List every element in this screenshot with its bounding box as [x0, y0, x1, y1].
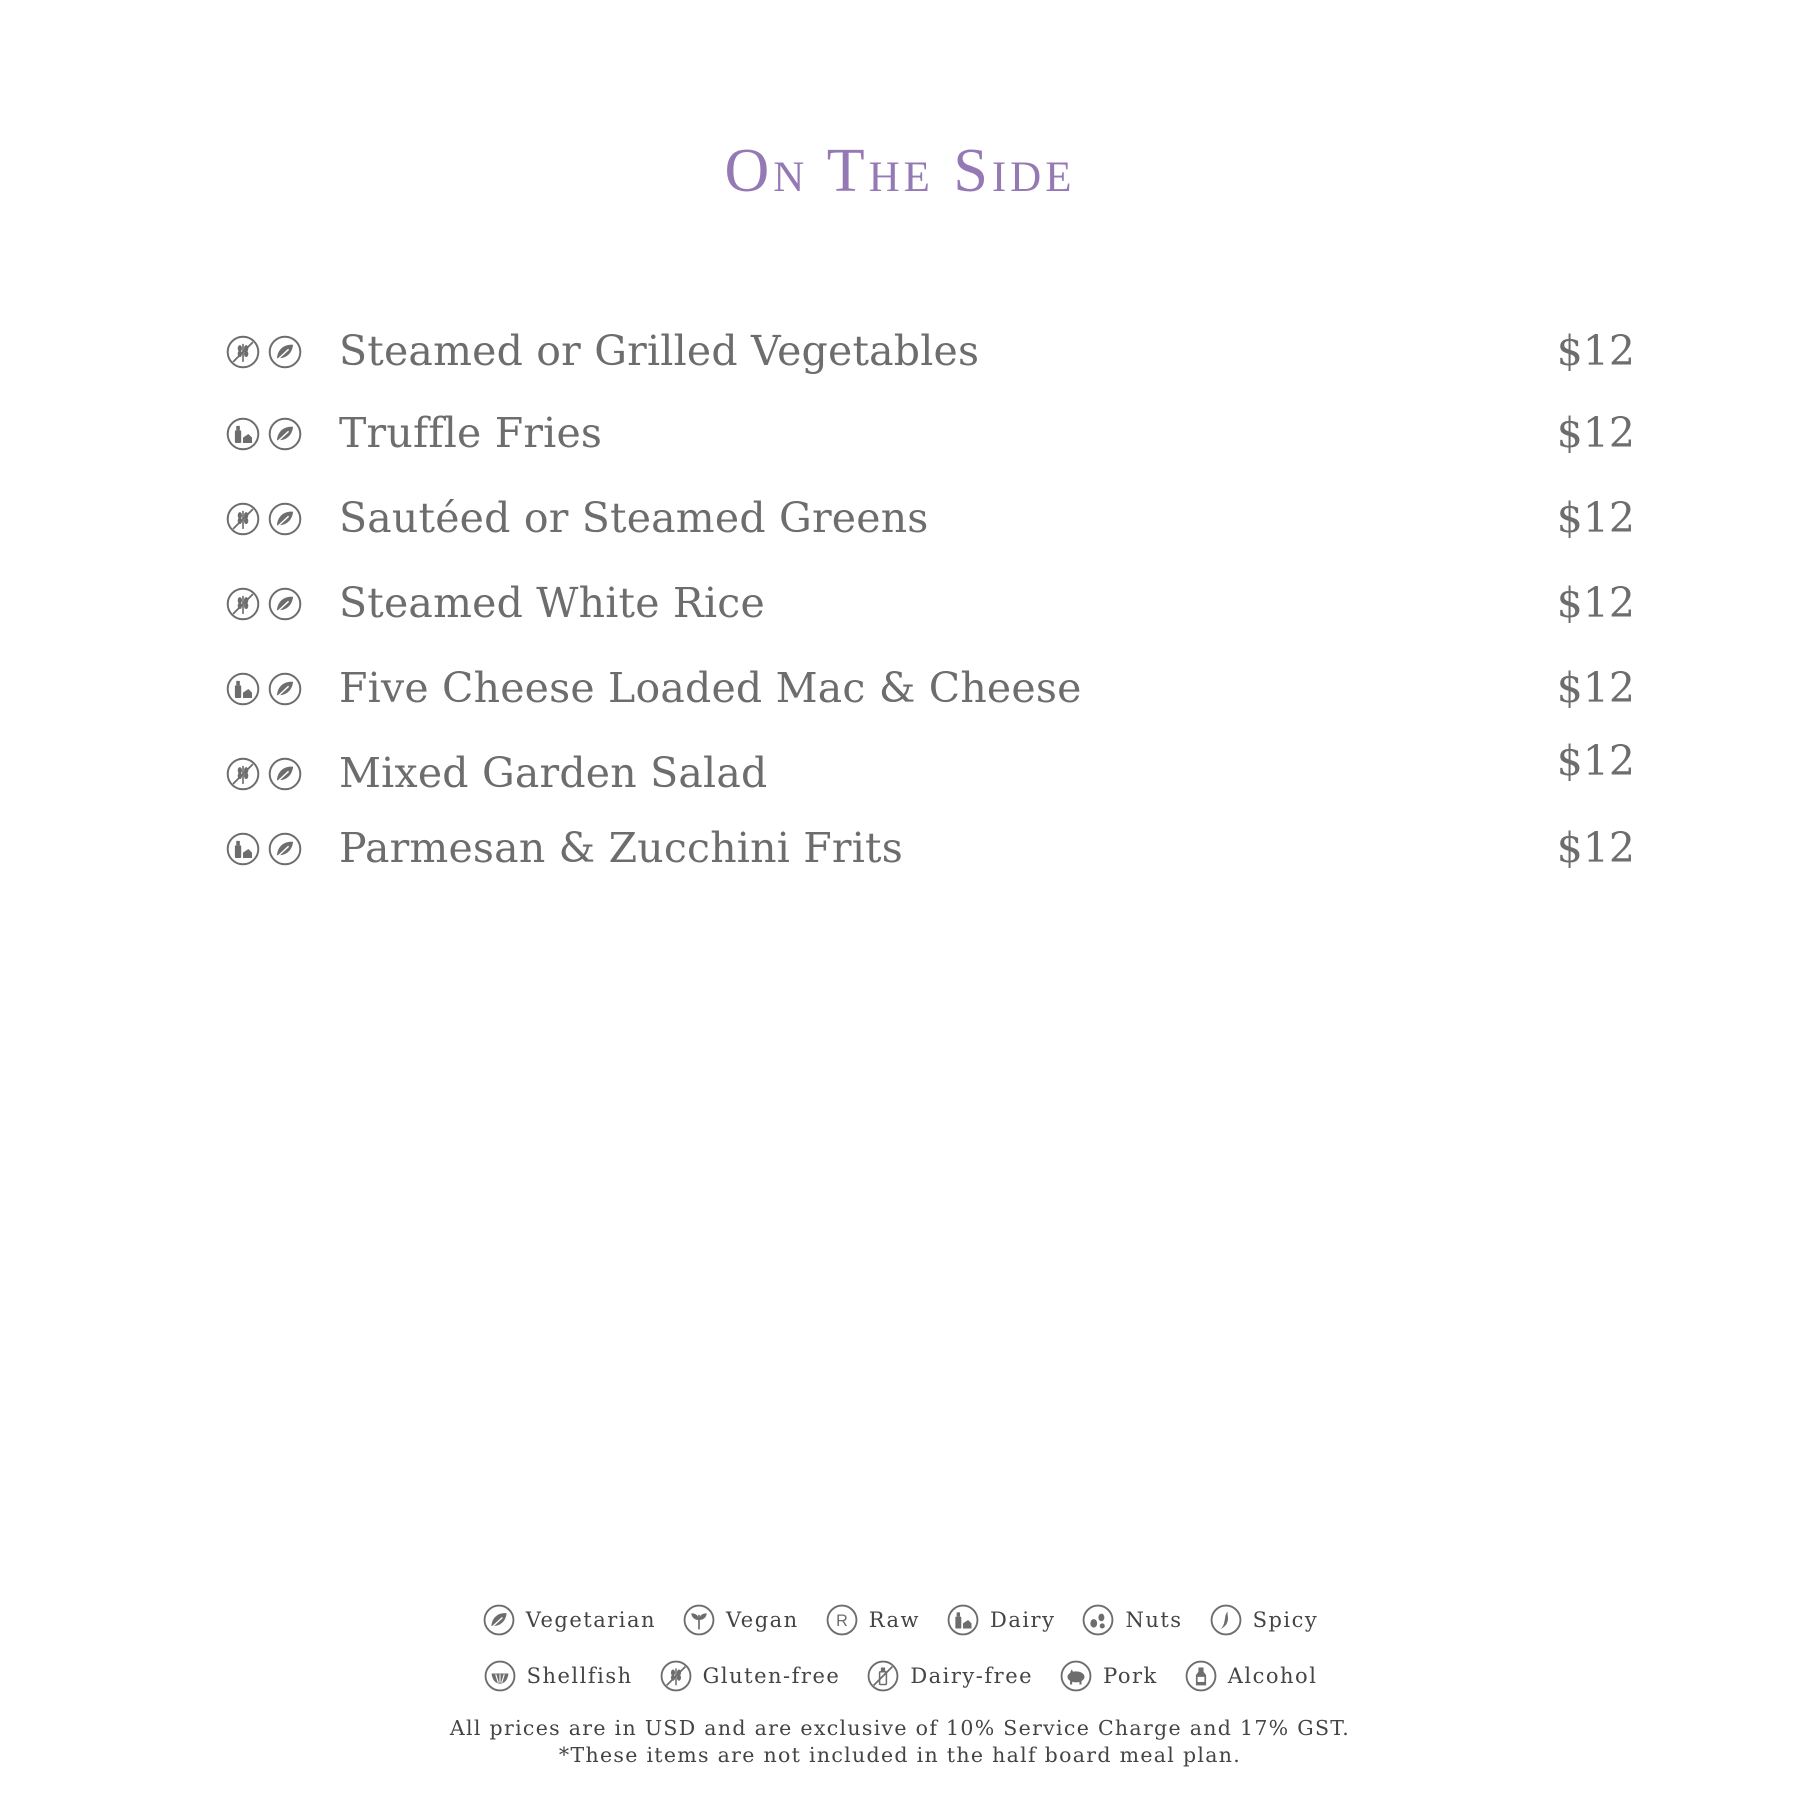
legend-label: Spicy	[1252, 1608, 1319, 1632]
vegetarian-icon	[267, 586, 303, 622]
dairy-icon	[225, 831, 261, 867]
item-price: $12	[1556, 327, 1635, 375]
item-price: $12	[1556, 579, 1635, 627]
legend-item	[1081, 1603, 1182, 1637]
menu-item	[225, 323, 1635, 383]
vegetarian-icon	[267, 831, 303, 867]
legend-label: Dairy-free	[910, 1664, 1034, 1688]
alcohol-icon	[1184, 1659, 1218, 1693]
legend-label: Nuts	[1125, 1608, 1183, 1632]
nuts-icon	[1081, 1603, 1115, 1637]
item-name: Five Cheese Loaded Mac & Cheese	[339, 664, 1082, 712]
dietary-icons	[225, 671, 303, 707]
item-price: $12	[1556, 824, 1635, 872]
gluten-free-icon	[225, 501, 261, 537]
menu-item	[225, 490, 1635, 550]
item-name: Steamed or Grilled Vegetables	[339, 327, 980, 375]
item-name: Parmesan & Zucchini Frits	[339, 824, 903, 872]
legend-label: Shellfish	[526, 1664, 633, 1688]
item-name: Steamed White Rice	[339, 579, 765, 627]
dietary-icons	[225, 416, 303, 452]
gluten-free-icon	[225, 334, 261, 370]
legend-label: Pork	[1103, 1664, 1158, 1688]
vegetarian-icon	[267, 756, 303, 792]
menu-item	[225, 660, 1635, 720]
menu-item	[225, 575, 1635, 635]
dietary-icons	[225, 831, 303, 867]
legend-item	[1209, 1603, 1319, 1637]
legend-item	[482, 1603, 656, 1637]
item-price: $12	[1556, 494, 1635, 542]
dairy-icon	[225, 671, 261, 707]
item-name: Truffle Fries	[339, 409, 603, 457]
legend-item	[483, 1659, 633, 1693]
vegetarian-icon	[267, 671, 303, 707]
price-note: All prices are in USD and are exclusive of 10% Service Charge and 17% GST.	[449, 1716, 1351, 1740]
menu-item	[225, 737, 1635, 805]
legend-label: Vegan	[726, 1608, 799, 1632]
legend-item	[682, 1603, 799, 1637]
vegetarian-icon	[267, 416, 303, 452]
gluten-free-icon	[225, 756, 261, 792]
vegetarian-icon	[267, 501, 303, 537]
legend-item	[866, 1659, 1033, 1693]
shellfish-icon	[483, 1659, 517, 1693]
svg-text:R: R	[835, 1611, 848, 1630]
menu-item	[225, 820, 1635, 880]
legend-item	[1184, 1659, 1318, 1693]
item-price: $12	[1556, 737, 1635, 785]
item-name: Sautéed or Steamed Greens	[339, 494, 929, 542]
legend-label: Gluten-free	[702, 1664, 841, 1688]
dairy-icon	[946, 1603, 980, 1637]
legend-row	[0, 1603, 1800, 1637]
legend-item	[1059, 1659, 1158, 1693]
pork-icon	[1059, 1659, 1093, 1693]
legend-label: Dairy	[989, 1608, 1056, 1632]
legend-item	[659, 1659, 841, 1693]
dairy-icon	[225, 416, 261, 452]
vegetarian-icon	[267, 334, 303, 370]
raw-icon	[825, 1603, 859, 1637]
spicy-icon	[1209, 1603, 1243, 1637]
vegan-icon	[682, 1603, 716, 1637]
legend-item	[825, 1603, 920, 1637]
menu-item	[225, 405, 1635, 465]
dietary-icons	[225, 501, 303, 537]
dairy-free-icon	[866, 1659, 900, 1693]
legend-label: Raw	[868, 1608, 920, 1632]
item-price: $12	[1556, 664, 1635, 712]
gluten-free-icon	[225, 586, 261, 622]
dietary-icons	[225, 586, 303, 622]
legend-label: Vegetarian	[525, 1608, 657, 1632]
gluten-free-icon	[659, 1659, 693, 1693]
legend-row	[0, 1659, 1800, 1693]
dietary-icons	[225, 334, 303, 370]
legend-item	[946, 1603, 1055, 1637]
meal-plan-note: *These items are not included in the half board meal plan.	[558, 1743, 1242, 1767]
item-price: $12	[1556, 409, 1635, 457]
legend-label: Alcohol	[1227, 1664, 1318, 1688]
vegetarian-icon	[482, 1603, 516, 1637]
item-name: Mixed Garden Salad	[339, 749, 768, 797]
section-title: On The Side	[724, 137, 1076, 205]
dietary-icons	[225, 756, 303, 792]
